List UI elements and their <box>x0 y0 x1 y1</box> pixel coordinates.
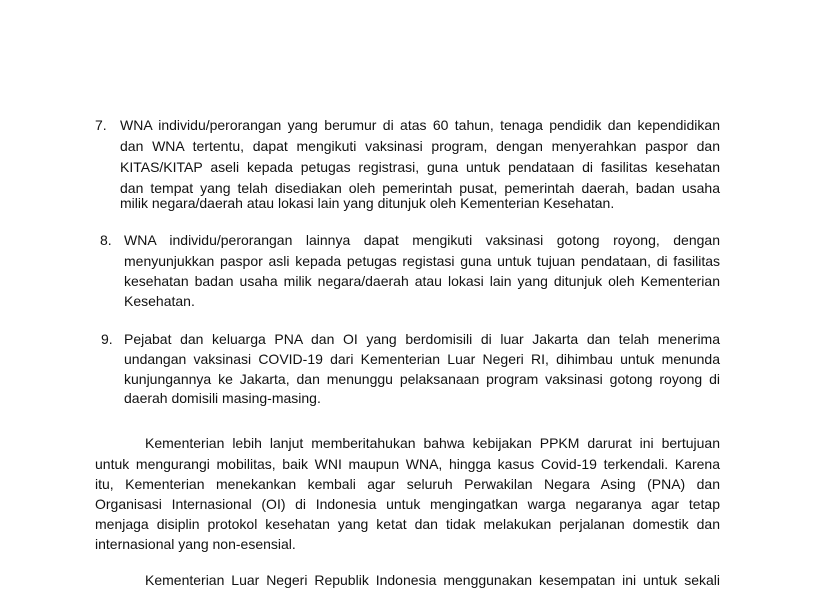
text-line: undangan vaksinasi COVID-19 dari Kementerian Luar Negeri RI, dihimbau untuk menunda <box>124 351 720 367</box>
text-line: dan WNA tertentu, dapat mengikuti vaksinasi program, dengan menyerahkan paspor dan <box>120 138 720 154</box>
text-line: untuk mengurangi mobilitas, baik WNI maupun WNA, hingga kasus Covid-19 terkendali. Karena <box>95 456 720 472</box>
text-line: dan tempat yang telah disediakan oleh pemerintah pusat, pemerintah daerah, badan usaha <box>120 180 720 196</box>
list-number: 9. <box>101 331 113 347</box>
text-line: internasional yang non-esensial. <box>95 536 296 552</box>
list-number: 7. <box>95 117 107 133</box>
text-line: milik negara/daerah atau lokasi lain yang ditunjuk oleh Kementerian Kesehatan. <box>120 195 615 211</box>
text-line: menjaga disiplin protokol kesehatan yang ketat dan tidak melakukan perjalanan domestik dan <box>95 516 720 532</box>
text-line: itu, Kementerian menekankan kembali agar seluruh Perwakilan Negara Asing (PNA) dan <box>95 476 720 492</box>
text-line: WNA individu/perorangan lainnya dapat mengikuti vaksinasi gotong royong, dengan <box>124 232 720 248</box>
text-line: kesehatan badan usaha milik negara/daerah atau lokasi lain yang ditunjuk oleh Kementerian <box>124 273 720 289</box>
text-line: Kementerian Luar Negeri Republik Indonesia menggunakan kesempatan ini untuk sekali <box>145 572 720 588</box>
text-line: WNA individu/perorangan yang berumur di atas 60 tahun, tenaga pendidik dan kependidikan <box>120 117 720 133</box>
text-line: KITAS/KITAP aseli kepada petugas registrasi, guna untuk pendataan di fasilitas kesehatan <box>120 159 720 175</box>
text-line: kunjungannya ke Jakarta, dan menunggu pelaksanaan program vaksinasi gotong royong di <box>124 371 720 387</box>
text-line: Organisasi Internasional (OI) di Indonesia untuk mengingatkan warga negaranya agar tetap <box>95 496 720 512</box>
text-line: Kesehatan. <box>124 293 195 309</box>
text-line: Pejabat dan keluarga PNA dan OI yang berdomisili di luar Jakarta dan telah menerima <box>124 331 720 347</box>
text-line: daerah domisili masing-masing. <box>124 390 321 406</box>
list-number: 8. <box>100 232 112 248</box>
text-line: Kementerian lebih lanjut memberitahukan bahwa kebijakan PPKM darurat ini bertujuan <box>145 435 720 451</box>
text-line: menyunjukkan paspor asli kepada petugas registasi guna untuk tujuan pendataan, di fasilitas <box>124 253 720 269</box>
